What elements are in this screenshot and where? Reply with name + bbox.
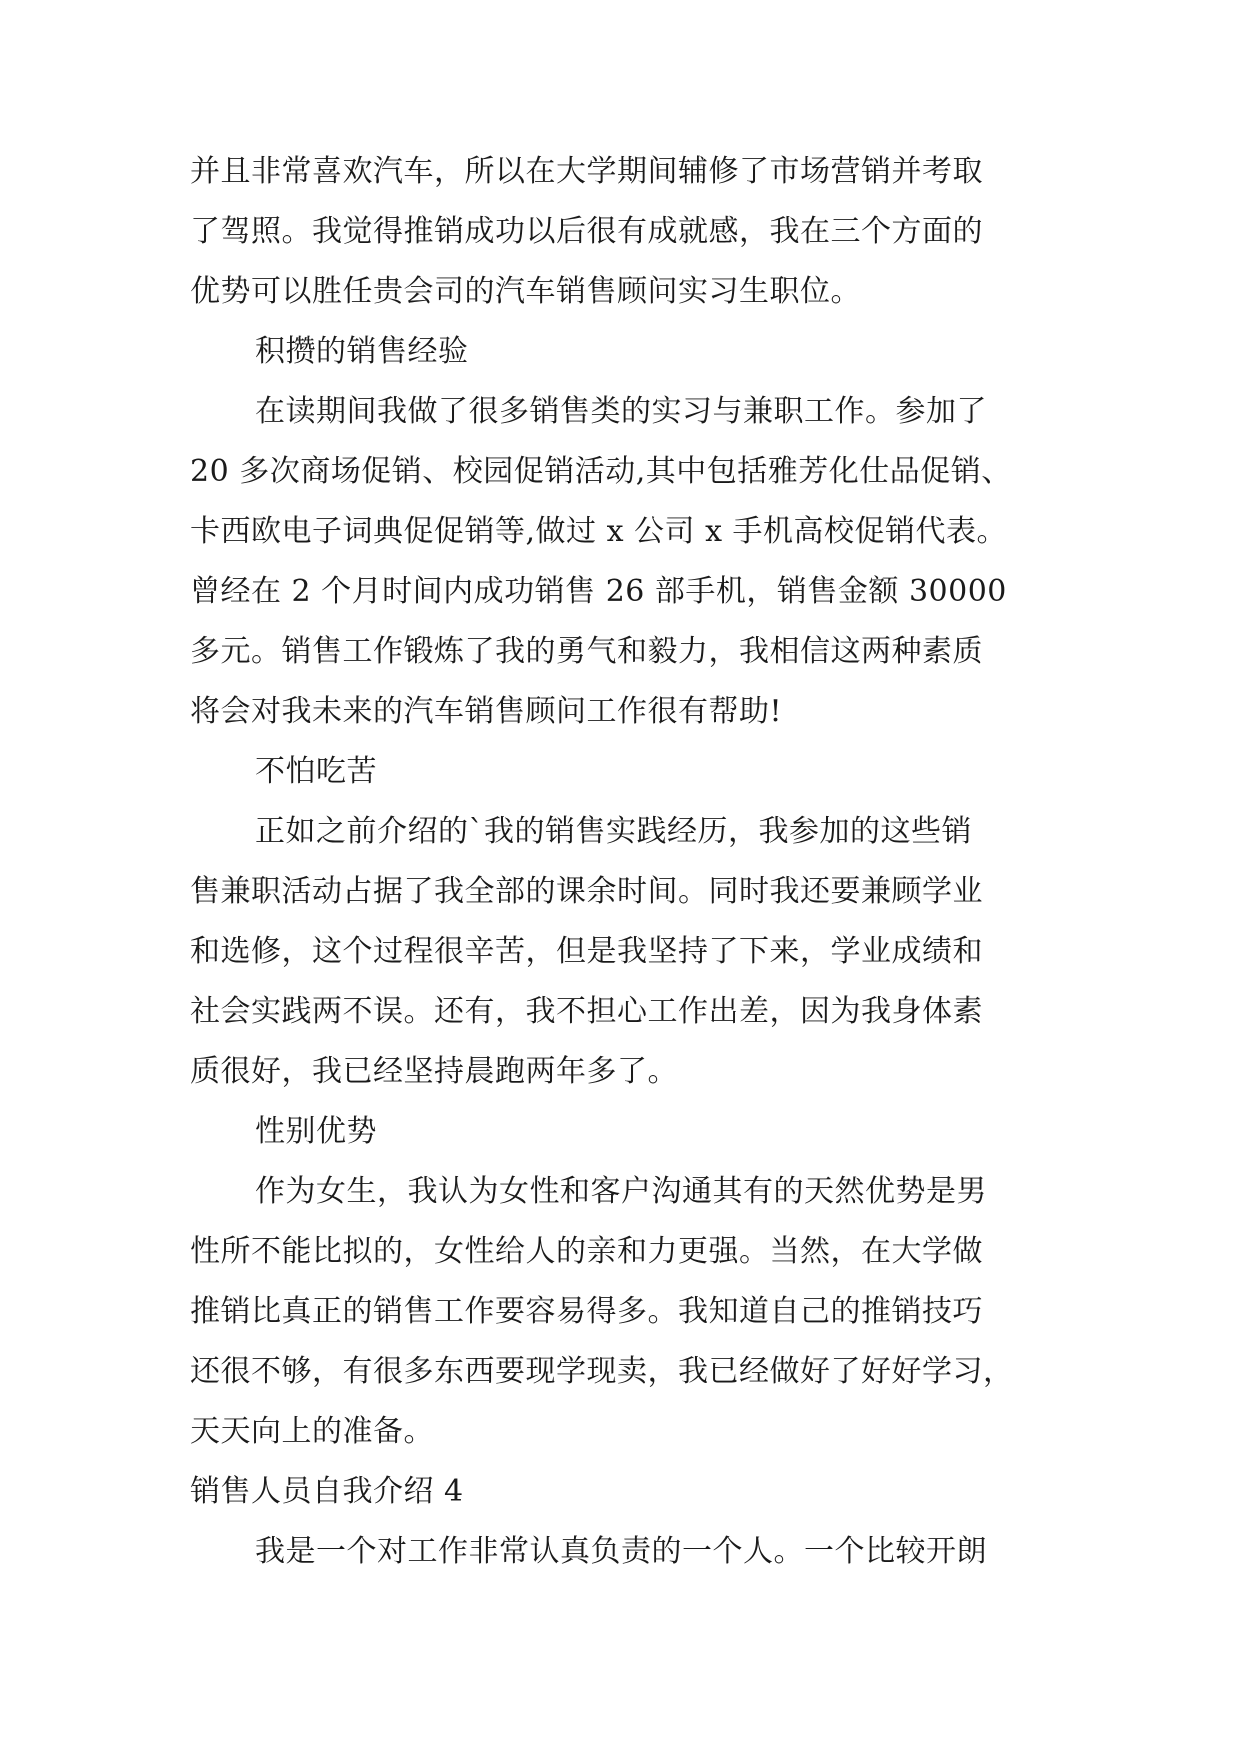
paragraph-line: 20 多次商场促销、校园促销活动,其中包括雅芳化仕品促销、 [190,454,1012,489]
paragraph-line: 推销比真正的销售工作要容易得多。我知道自己的推销技巧 [190,1294,983,1329]
paragraph-line: 质很好，我已经坚持晨跑两年多了。 [190,1054,678,1089]
paragraph-line: 售兼职活动占据了我全部的课余时间。同时我还要兼顾学业 [190,874,983,909]
paragraph-line: 了驾照。我觉得推销成功以后很有成就感，我在三个方面的 [190,214,983,249]
paragraph-line: 在读期间我做了很多销售类的实习与兼职工作。参加了 [255,394,987,429]
paragraph-line: 天天向上的准备。 [190,1414,434,1449]
paragraph-line: 并且非常喜欢汽车，所以在大学期间辅修了市场营销并考取 [190,154,983,189]
paragraph-line: 社会实践两不误。还有，我不担心工作出差，因为我身体素 [190,994,983,1029]
paragraph-line: 多元。销售工作锻炼了我的勇气和毅力，我相信这两种素质 [190,634,983,669]
paragraph-line: 将会对我未来的汽车销售顾问工作很有帮助! [190,694,783,729]
paragraph-line: 我是一个对工作非常认真负责的一个人。一个比较开朗 [255,1534,987,1569]
paragraph-line: 正如之前介绍的`我的销售实践经历，我参加的这些销 [255,814,972,849]
section-heading: 不怕吃苦 [255,754,377,789]
paragraph-line: 优势可以胜任贵会司的汽车销售顾问实习生职位。 [190,274,861,309]
section-heading: 性别优势 [255,1114,377,1149]
paragraph-line: 和选修，这个过程很辛苦，但是我坚持了下来，学业成绩和 [190,934,983,969]
section-heading: 积攒的销售经验 [255,334,469,369]
paragraph-line: 卡西欧电子词典促促销等,做过 x 公司 x 手机高校促销代表。 [190,514,1008,549]
paragraph-line: 曾经在 2 个月时间内成功销售 26 部手机，销售金额 30000 [190,574,1007,609]
paragraph-line: 性所不能比拟的，女性给人的亲和力更强。当然，在大学做 [190,1234,983,1269]
paragraph-line: 还很不够，有很多东西要现学现卖，我已经做好了好好学习， [190,1354,1014,1389]
paragraph-line: 作为女生，我认为女性和客户沟通其有的天然优势是男 [255,1174,987,1209]
section-title: 销售人员自我介绍 4 [190,1474,464,1509]
